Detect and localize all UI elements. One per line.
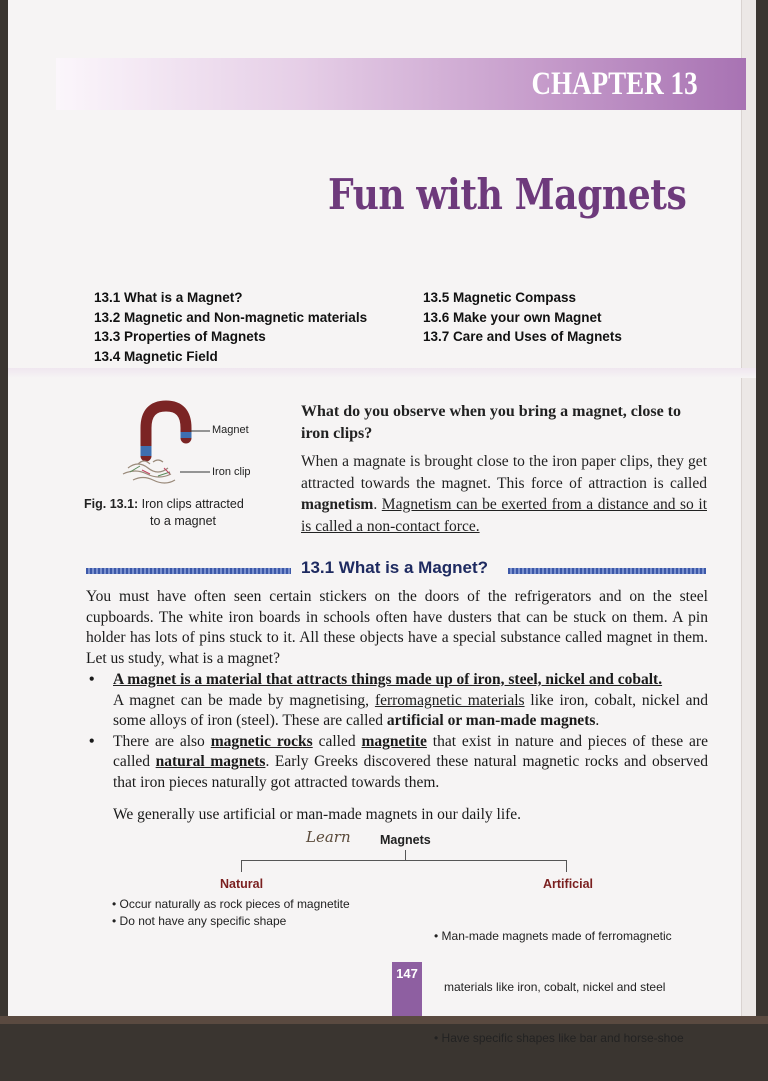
bullet-bold: magnetic rocks <box>210 732 313 750</box>
bullet-text: . <box>595 712 600 729</box>
tree-connector <box>241 860 242 872</box>
page-number: 147 <box>396 966 418 981</box>
answer-text: . <box>373 496 382 513</box>
tree-item: • Man-made magnets made of ferromagnetic <box>434 929 672 943</box>
toc-left <box>94 288 367 366</box>
bullet-text: called <box>312 732 362 750</box>
toc-item: 13.6 Make your own Magnet <box>423 309 602 325</box>
label-magnet: Magnet <box>212 424 249 436</box>
toc-item: 13.4 Magnetic Field <box>94 348 218 364</box>
tree-connector <box>241 860 567 861</box>
answer-text: When a magnate is brought close to the iron paper clips, they get attracted towards the magnet. This force of attraction is called <box>301 453 707 492</box>
tree-connector <box>405 850 406 860</box>
answer-underlined: Magnetism can be exerted from a distance and so it is called a non-contact force. <box>301 496 707 535</box>
section-heading <box>86 558 706 584</box>
caption-number: Fig. 13.1: <box>84 497 139 511</box>
caption-text: Iron clips attracted <box>138 497 244 511</box>
chapter-title: Fun with Magnets <box>328 170 687 219</box>
bullet-item <box>86 670 708 732</box>
tree-connector <box>566 860 567 872</box>
closing-line: We generally use artificial or man-made magnets in our daily life. <box>113 806 522 823</box>
chapter-label: CHAPTER 13 <box>531 66 698 102</box>
heading-rule-left <box>86 568 291 574</box>
toc-item: 13.3 Properties of Magnets <box>94 329 266 344</box>
tree-item: • Occur naturally as rock pieces of magnetite <box>112 897 350 911</box>
question-heading: What do you observe when you bring a magnet, close to iron clips? <box>301 403 682 442</box>
bullet-text: A magnet can be made by magnetising, <box>113 691 375 709</box>
bullet-underlined: ferromagnetic materials <box>374 691 525 709</box>
chapter-banner <box>56 58 746 110</box>
answer-paragraph <box>301 451 707 537</box>
bullet-bold: magnetite <box>361 732 427 750</box>
bullet-bold: A magnet is a material that attracts things made up of iron, steel, nickel and cobalt. <box>113 671 663 688</box>
toc-item: 13.5 Magnetic Compass <box>423 290 577 305</box>
figure-caption <box>84 496 274 530</box>
bullet-bold: artificial or man-made magnets <box>386 712 596 729</box>
toc-item: 13.7 Care and Uses of Magnets <box>423 329 622 344</box>
bullet-text: There are also <box>113 732 211 750</box>
label-iron-clip: Iron clip <box>212 466 251 478</box>
tree-root: Magnets <box>380 833 431 847</box>
artificial-items <box>434 894 684 1081</box>
horseshoe-magnet-illustration <box>108 398 298 498</box>
heading-rule-right <box>508 568 706 574</box>
tree-item: • Have specific shapes like bar and horse-shoe <box>434 1031 684 1045</box>
section-title: 13.1 What is a Magnet? <box>301 558 489 577</box>
caption-text-2: to a magnet <box>150 514 217 528</box>
answer-bold: magnetism <box>301 496 374 513</box>
toc-item: 13.2 Magnetic and Non-magnetic materials <box>94 309 368 325</box>
intro-paragraph: You must have often seen certain stickers on the doors of the refrigerators and on the steel cupboards. The white iron boards in schools often have dusters that can be stuck on them. A pin holder has lots of pins stuck to it. All these objects have a special substance called magnet in them. Let us study, what is a magnet? <box>86 588 708 667</box>
bullet-text: like iron, cobalt, nickel and some alloys of iron (steel). These are called <box>113 691 709 729</box>
toc-item: 13.1 What is a Magnet? <box>94 290 243 305</box>
textbook-page <box>8 0 756 1045</box>
page-number-tab <box>392 962 422 1022</box>
bullet-text: . Early Greeks discovered these natural magnetic rocks and observed that iron pieces naturally got attracted towards them. <box>113 753 708 791</box>
tree-item: • Do not have any specific shape <box>112 914 287 928</box>
bullet-bold: natural magnets <box>155 753 266 770</box>
natural-items <box>112 896 350 930</box>
tree-item: materials like iron, cobalt, nickel and steel <box>434 980 666 994</box>
tree-natural: Natural <box>220 877 264 891</box>
bullet-list <box>86 670 708 793</box>
toc-right <box>423 288 622 347</box>
bullet-item <box>86 732 708 794</box>
bullet-text: that exist in nature and pieces of these are called <box>113 732 708 770</box>
handwritten-note: Learn <box>306 828 351 846</box>
toc-divider <box>8 368 756 378</box>
tree-artificial: Artificial <box>543 877 594 891</box>
desk-edge <box>0 1016 768 1024</box>
